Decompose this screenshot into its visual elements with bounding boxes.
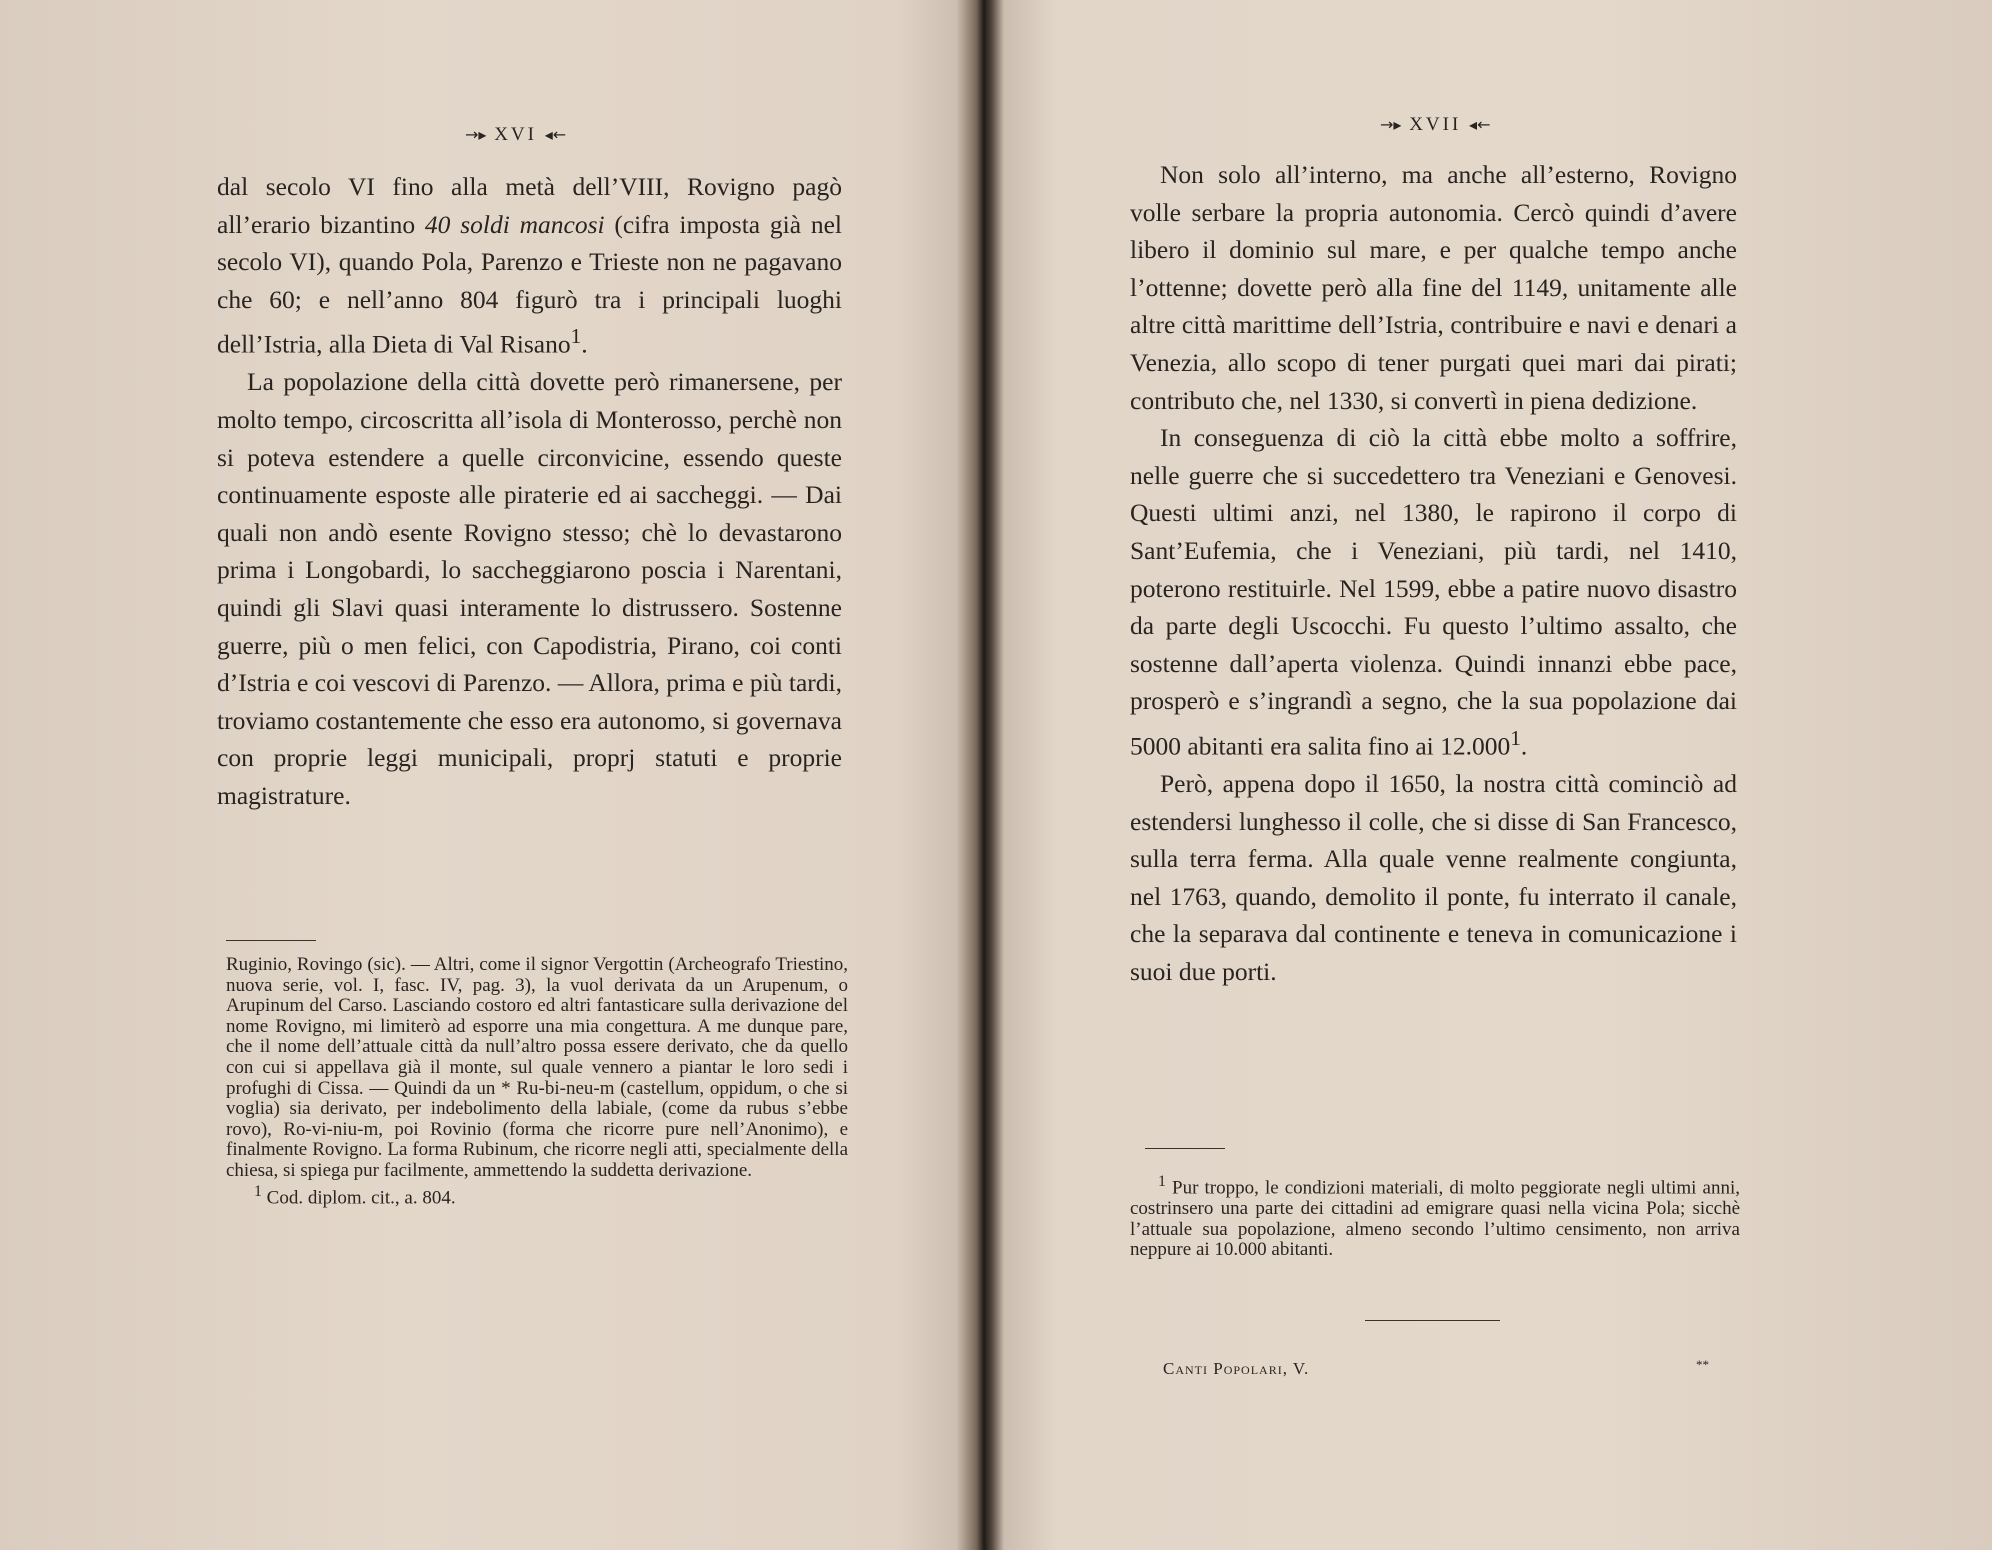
footnote: $^1$ Cod. diplom. cit., a. 804. <box>254 1182 456 1208</box>
sheet-mark: ** <box>1696 1357 1709 1372</box>
footnote-marker: 1 <box>254 1182 262 1200</box>
paragraph: Non solo all’interno, ma anche all’esterno, Rovigno volle serbare la propria autonomia. Cercò quindi d’avere libero il dominio sul mare, e per qualche tempo anche l’ottenne; dovette però alla fine del 1149, unitamente alle altre città marittime dell’Istria, contribuire e navi e denari a Venezia, allo scopo di tener purgati quei mari dai pirati; contributo che, nel 1330, si convertì in piena dedizione. <box>1130 160 1737 415</box>
ornament-arrow-icon: →▸ <box>1380 115 1402 134</box>
ornament-arrow-icon: ◂← <box>1469 115 1491 134</box>
footnote-marker: 1 <box>570 324 582 349</box>
footnote: $^1$ Pur troppo, le condizioni materiali, di molto peggiorate negli ultimi anni, costrinsero una parte dei cittadini ad emigrare quasi nella vicina Pola; sicchè l’attuale sua popolazione, almeno secondo l’ultimo censimento, non arriva neppure ai 10.000 abitanti. <box>1130 1173 1740 1261</box>
footnote-marker: 1 <box>1158 1173 1166 1190</box>
end-divider <box>1365 1320 1500 1321</box>
paragraph: Però, appena dopo il 1650, la nostra città cominciò ad estendersi lunghesso il colle, che si disse di San Francesco, sulla terra ferma. Alla quale venne realmente congiunta, nel 1763, quando, demolito il ponte, fu interrato il canale, che la separava dal continente e teneva in comunicazione i suoi due porti. <box>1130 769 1737 986</box>
page-number-label: XVII <box>1409 114 1462 135</box>
left-footnotes <box>226 955 848 1208</box>
page-number-left <box>465 124 566 146</box>
paragraph: In conseguenza di ciò la città ebbe molto a soffrire, nelle guerre che si succedettero tra Veneziani e Genovesi. Questi ultimi anzi, nel 1380, le rapirono il corpo di Sant’Eufemia, che i Veneziani, più tardi, nel 1410, poterono restituirle. Nel 1599, ebbe a patire nuovo disastro da parte degli Uscocchi. Fu questo l’ultimo assalto, che sostenne dall’aperta violenza. Quindi innanzi ebbe pace, prosperò e s’ingrandì a segno, che la sua popolazione dai 5000 abitanti era salita fino ai 12.000$^1$. <box>1130 423 1737 761</box>
page-number-right <box>1380 114 1490 136</box>
signature-line: Canti Popolari, V. <box>1163 1359 1310 1378</box>
left-page <box>0 0 975 1550</box>
footnote-divider <box>226 940 316 941</box>
ornament-arrow-icon: →▸ <box>465 125 487 144</box>
right-footnotes <box>1130 1172 1740 1261</box>
right-page <box>990 0 1992 1550</box>
left-body-text <box>217 168 842 815</box>
ornament-arrow-icon: ◂← <box>544 125 567 144</box>
page-number-label: XVI <box>494 124 537 145</box>
footnote-continued: Ruginio, Rovingo (sic). — Altri, come il signor Vergottin (Archeografo Triestino, nuova serie, vol. I, fasc. IV, pag. 3), la vuol derivata da un Arupenum, o Arupinum del Carso. Lasciando costoro ed altri fantasticare sulla derivazione del nome Rovigno, mi limiterò ad esporre una mia congettura. A me dunque pare, che il nome dell’attuale città da null’altro possa essere derivato, che da quello con cui si appellava già il monte, sul quale vennero a piantar le loro sedi i profughi di Cissa. — Quindi da un * Ru-bi-neu-m (castellum, oppidum, o che si voglia) sia derivato, per indebolimento della labiale, (come da rubus s’ebbe rovo), Ro-vi-niu-m, poi Rovinio (forma che ricorre pure nell’Anonimo), e finalmente Rovigno. La forma Rubinum, che ricorre negli atti, specialmente della chiesa, si spiega pur facilmente, ammettendo la suddetta derivazione. <box>226 954 849 1181</box>
paragraph: La popolazione della città dovette però rimanersene, per molto tempo, circoscritta all’isola di Monterosso, perchè non si poteva estendere a quelle circonvicine, essendo queste continuamente esposte alle piraterie ed ai saccheggi. — Dai quali non andò esente Rovigno stesso; chè lo devastarono prima i Longobardi, lo saccheggiarono poscia i Narentani, quindi gli Slavi quasi interamente lo distrussero. Sostenne guerre, più o men felici, con Capodistria, Pirano, coi conti d’Istria e coi vescovi di Parenzo. — Allora, prima e più tardi, troviamo costantemente che esso era autonomo, si governava con proprie leggi municipali, proprj statuti e proprie magistrature. <box>217 367 842 810</box>
footnote-divider <box>1145 1148 1225 1149</box>
right-body-text <box>1130 156 1737 991</box>
footnote-marker: 1 <box>1510 725 1521 750</box>
paragraph: dal secolo VI fino alla metà dell’VIII, Rovigno pagò all’erario bizantino 40 soldi mancosi (cifra imposta già nel secolo VI), quando Pola, Parenzo e Trieste non ne pagavano che 60; e nell’anno 804 figurò tra i principali luoghi dell’Istria, alla Dieta di Val Risano$^1$. <box>217 172 842 359</box>
